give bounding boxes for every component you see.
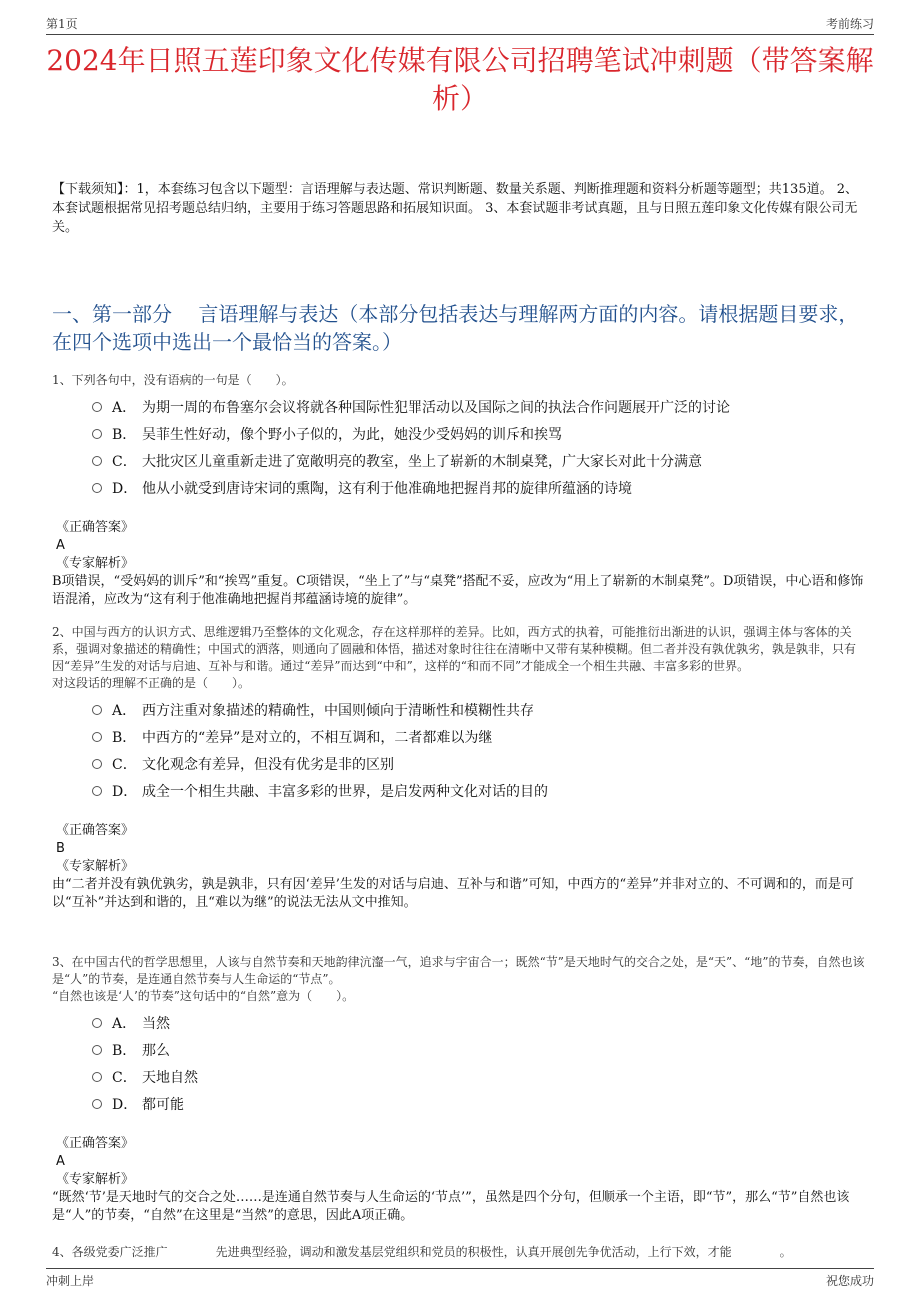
radio-icon[interactable] (92, 483, 102, 493)
option-text: 都可能 (142, 1096, 184, 1113)
option-c[interactable] (92, 1063, 870, 1090)
question-stem: 4、各级党委广泛推广 先进典型经验，调动和激发基层党组织和党员的积极性，认真开展创先争优活动，上行下效，才能 。 (52, 1245, 792, 1259)
option-d[interactable] (92, 474, 870, 501)
question-stem: 3、在中国古代的哲学思想里，人该与自然节奏和天地韵律沆瀣一气，追求与宇宙合一；既然“节”是天地时气的交合之处，是“天”、“地”的节奏，自然也该是“人”的节奏，是连通自然节奏与人生命运的“节点”。 “自然也该是‘人’的节奏”这句话中的“自然”意为（ ）。 (52, 955, 865, 1003)
option-text: 他从小就受到唐诗宋词的熏陶，这有利于他准确地把握肖邦的旋律所蕴涵的诗境 (142, 480, 632, 497)
option-letter: D． (112, 783, 138, 800)
document-title: 2024年日照五莲印象文化传媒有限公司招聘笔试冲刺题（带答案解析） (46, 44, 874, 115)
option-letter: C． (112, 1069, 137, 1086)
analysis-label: 《专家解析》 (56, 1172, 135, 1187)
option-text: 大批灾区儿童重新走进了宽敞明亮的教室，坐上了崭新的木制桌凳，广大家长对此十分满意 (142, 453, 702, 470)
question-4 (52, 1244, 870, 1261)
page-number: 第1页 (46, 17, 78, 31)
question-2 (52, 624, 870, 912)
option-letter: B． (112, 729, 137, 746)
answer-block (52, 822, 870, 912)
option-letter: A． (112, 702, 137, 719)
option-letter: B． (112, 1042, 137, 1059)
answer-label: 《正确答案》 (56, 1136, 135, 1151)
option-text: 成全一个相生共融、丰富多彩的世界，是启发两种文化对话的目的 (142, 783, 548, 800)
option-text: 文化观念有差异，但没有优劣是非的区别 (142, 756, 394, 773)
download-notice: 【下载须知】：1，本套练习包含以下题型：言语理解与表达题、常识判断题、数量关系题、判断推理题和资料分析题等题型；共135道。 2、本套试题根据常见招考题总结归纳，主要用于练习答题思路和拓展知识面。 3、本套试题非考试真题，且与日照五莲印象文化传媒有限公司无关。 (52, 182, 858, 235)
correct-answer: A (56, 538, 65, 553)
option-c[interactable] (92, 447, 870, 474)
option-a[interactable] (92, 1009, 870, 1036)
answer-label: 《正确答案》 (56, 520, 135, 535)
answer-block (52, 1135, 870, 1225)
radio-icon[interactable] (92, 732, 102, 742)
option-text: 当然 (142, 1015, 170, 1032)
option-text: 西方注重对象描述的精确性，中国则倾向于清晰性和模糊性共存 (142, 702, 534, 719)
analysis-label: 《专家解析》 (56, 859, 135, 874)
option-letter: A． (112, 399, 137, 416)
section-title: 一、第一部分 言语理解与表达（本部分包括表达与理解两方面的内容。请根据题目要求，在四个选项中选出一个最恰当的答案。） (52, 302, 859, 354)
options-list (52, 696, 870, 804)
options-list (52, 393, 870, 501)
option-letter: D． (112, 480, 138, 497)
radio-icon[interactable] (92, 1099, 102, 1109)
header-label: 考前练习 (825, 17, 874, 31)
option-a[interactable] (92, 696, 870, 723)
answer-block (52, 519, 870, 609)
option-d[interactable] (92, 1090, 870, 1117)
correct-answer: A (56, 1154, 65, 1169)
radio-icon[interactable] (92, 1045, 102, 1055)
option-text: 为期一周的布鲁塞尔会议将就各种国际性犯罪活动以及国际之间的执法合作问题展开广泛的讨论 (142, 399, 730, 416)
analysis-text: 由“二者并没有孰优孰劣，孰是孰非，只有因‘差异’生发的对话与启迪、互补与和谐”可知，中西方的“差异”并非对立的、不可调和的，而是可以“互补”并达到和谐的，且“难以为继”的说法无法从文中推知。 (52, 877, 854, 910)
option-letter: C． (112, 756, 137, 773)
answer-label: 《正确答案》 (56, 823, 135, 838)
analysis-label: 《专家解析》 (56, 556, 135, 571)
radio-icon[interactable] (92, 705, 102, 715)
footer-right: 祝您成功 (825, 1274, 874, 1288)
radio-icon[interactable] (92, 1018, 102, 1028)
option-b[interactable] (92, 1036, 870, 1063)
radio-icon[interactable] (92, 402, 102, 412)
option-letter: A． (112, 1015, 137, 1032)
option-letter: C． (112, 453, 137, 470)
page-header (46, 12, 874, 35)
radio-icon[interactable] (92, 429, 102, 439)
question-1 (52, 372, 870, 609)
option-b[interactable] (92, 420, 870, 447)
question-stem: 2、中国与西方的认识方式、思维逻辑乃至整体的文化观念，存在这样那样的差异。比如，西方式的执着，可能推衍出渐进的认识，强调主体与客体的关系，强调对象描述的精确性；中国式的洒落，则通向了圆融和体悟，描述对象时往往在清晰中又带有某种模糊。但二者并没有孰优孰劣，孰是孰非，只有因“差异”生发的对话与启迪、互补与和谐。通过“差异”而达到“中和”，这样的“和而不同”才能成全一个相生共融、丰富多彩的世界。 对这段话的理解不正确的是（ ）。 (52, 625, 857, 690)
option-d[interactable] (92, 777, 870, 804)
options-list (52, 1009, 870, 1117)
radio-icon[interactable] (92, 456, 102, 466)
option-text: 吴菲生性好动，像个野小子似的，为此，她没少受妈妈的训斥和挨骂 (142, 426, 562, 443)
analysis-text: B项错误，“受妈妈的训斥”和“挨骂”重复。C项错误，“坐上了”与“桌凳”搭配不妥，应改为“用上了崭新的木制桌凳”。D项错误，中心语和修饰语混淆，应改为“这有利于他准确地把握肖邦蕴涵诗境的旋律”。 (52, 574, 864, 607)
option-letter: B． (112, 426, 137, 443)
correct-answer: B (56, 841, 65, 856)
radio-icon[interactable] (92, 786, 102, 796)
radio-icon[interactable] (92, 759, 102, 769)
option-letter: D． (112, 1096, 138, 1113)
footer-left: 冲刺上岸 (46, 1274, 95, 1288)
option-text: 天地自然 (142, 1069, 198, 1086)
radio-icon[interactable] (92, 1072, 102, 1082)
page-footer (46, 1268, 874, 1289)
option-text: 那么 (142, 1042, 170, 1059)
question-stem: 1、下列各句中，没有语病的一句是（ ）。 (52, 373, 294, 387)
option-text: 中西方的“差异”是对立的，不相互调和，二者都难以为继 (142, 729, 493, 746)
option-c[interactable] (92, 750, 870, 777)
option-b[interactable] (92, 723, 870, 750)
option-a[interactable] (92, 393, 870, 420)
analysis-text: “既然‘节’是天地时气的交合之处……是连通自然节奏与人生命运的‘节点’”，虽然是四个分句，但顺承一个主语，即“节”，那么“节”自然也该是“人”的节奏，“自然”在这里是“当然”的意思，因此A项正确。 (52, 1190, 850, 1223)
question-3 (52, 954, 870, 1225)
